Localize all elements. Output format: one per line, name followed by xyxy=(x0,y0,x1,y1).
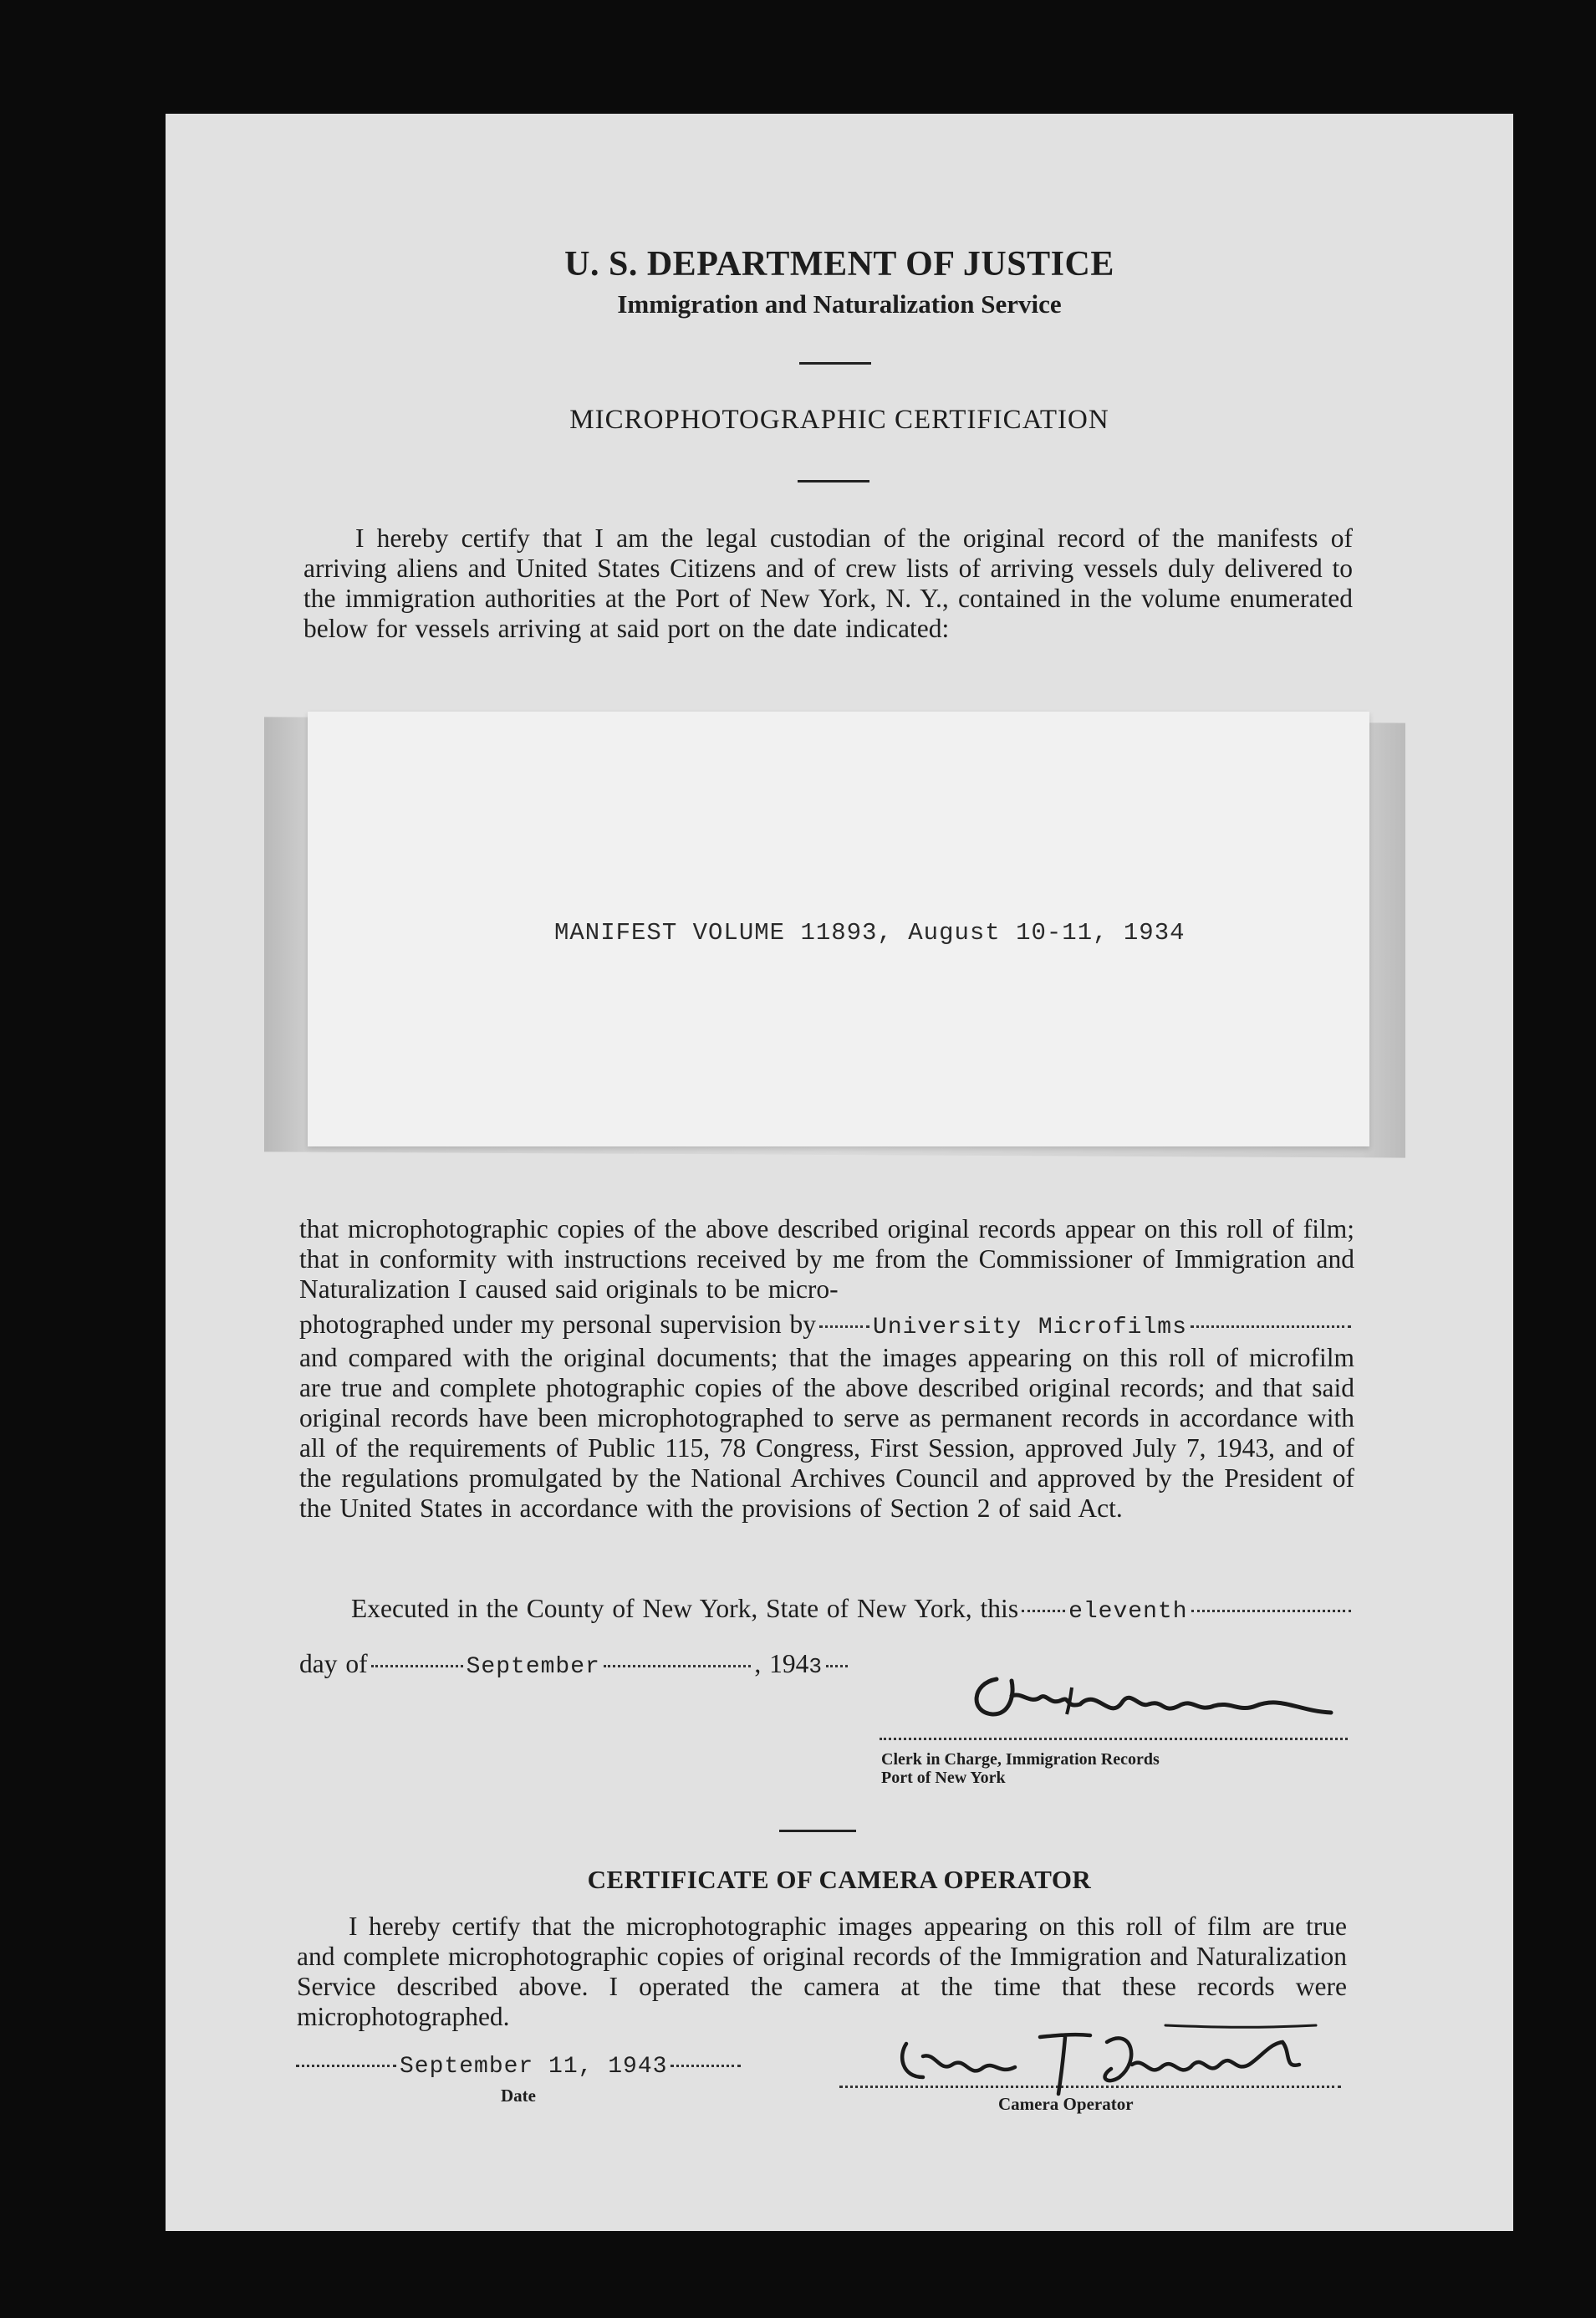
certification-title: MICROPHOTOGRAPHIC CERTIFICATION xyxy=(569,405,1109,435)
department-heading: U. S. DEPARTMENT OF JUSTICE xyxy=(564,245,1114,283)
manifest-slip-area xyxy=(264,712,1405,1163)
clerk-signature-line xyxy=(880,1738,1348,1740)
date-block xyxy=(293,2054,744,2105)
certificate-sheet xyxy=(166,114,1513,2231)
supervisor-value: University Microfilms xyxy=(873,1315,1187,1340)
camera-heading: CERTIFICATE OF CAMERA OPERATOR xyxy=(587,1865,1092,1894)
year-dots xyxy=(826,1665,848,1667)
date-label: Date xyxy=(501,2086,536,2106)
day-of-label: day of xyxy=(299,1649,368,1678)
camera-paragraph: I hereby certify that the microphotographic images appearing on this roll of film are true and complete microphotographic copies of original records of the Immigration and Naturalization Service described above. I operated the camera at the time that these records were microphotographed. xyxy=(297,1912,1347,2031)
day-value: eleventh xyxy=(1068,1599,1188,1625)
operator-label: Camera Operator xyxy=(998,2094,1134,2114)
camera-divider xyxy=(779,1830,856,1832)
month-dots-right xyxy=(604,1665,752,1667)
clerk-signature xyxy=(963,1662,1356,1738)
intro-paragraph: I hereby certify that I am the legal custodian of the original record of the manifests of arriving aliens and United States Citizens and of crew lists of arriving vessels duly delivered to the immigration authorities at the Port of New York, N. Y., contained in the volume enumerated below for vessels arriving at said port on the date indicated: xyxy=(303,523,1353,643)
month-value: September xyxy=(466,1654,600,1680)
operator-block xyxy=(839,2029,1341,2113)
year-prefix: , 194 xyxy=(754,1649,809,1678)
certification-body xyxy=(299,1214,1354,1524)
service-subheading: Immigration and Naturalization Service xyxy=(617,289,1062,319)
clerk-port: Port of New York xyxy=(881,1769,1006,1787)
date-dots-left xyxy=(296,2065,396,2067)
executed-line xyxy=(299,1594,1354,1627)
manifest-volume-text: MANIFEST VOLUME 11893, August 10-11, 1934 xyxy=(554,919,1186,947)
clerk-signature-block xyxy=(880,1703,1348,1787)
title-divider xyxy=(798,480,869,482)
operator-signature xyxy=(890,2019,1324,2102)
day-dots-left xyxy=(1022,1610,1065,1612)
month-dots-left xyxy=(371,1665,463,1667)
header-divider xyxy=(799,362,871,365)
body-part1: that microphotographic copies of the above described original records appear on this roll of film; that in conformity with instructions received by me from the Commissioner of Immigration and Naturalization I caused said originals to be micro- xyxy=(299,1214,1354,1304)
year-digit: 3 xyxy=(808,1654,823,1679)
date-value: September 11, 1943 xyxy=(400,2054,668,2080)
date-dots-right xyxy=(671,2065,741,2067)
month-line xyxy=(299,1649,851,1682)
day-dots-right xyxy=(1191,1610,1352,1612)
supervisor-line xyxy=(299,1310,1354,1343)
supervisor-dots-left xyxy=(819,1325,869,1328)
manifest-slip xyxy=(308,712,1369,1146)
executed-lead: Executed in the County of New York, State of New York, this xyxy=(351,1594,1019,1623)
date-line xyxy=(293,2054,744,2080)
body-part3: and compared with the original documents; that the images appearing on this roll of microfilm are true and complete photographic copies of the above described original records; and that said original records have been microphotographed to serve as permanent records in accordance with all of the requirements of Public 115, 78 Congress, First Session, approved July 7, 1943, and of the regulations promulgated by the National Archives Council and approved by the President of the United States in accordance with the provisions of Section 2 of said Act. xyxy=(299,1343,1354,1523)
body-part2-lead: photographed under my personal supervision by xyxy=(299,1310,817,1339)
clerk-title: Clerk in Charge, Immigration Records xyxy=(881,1750,1160,1769)
supervisor-dots-right xyxy=(1191,1325,1351,1328)
